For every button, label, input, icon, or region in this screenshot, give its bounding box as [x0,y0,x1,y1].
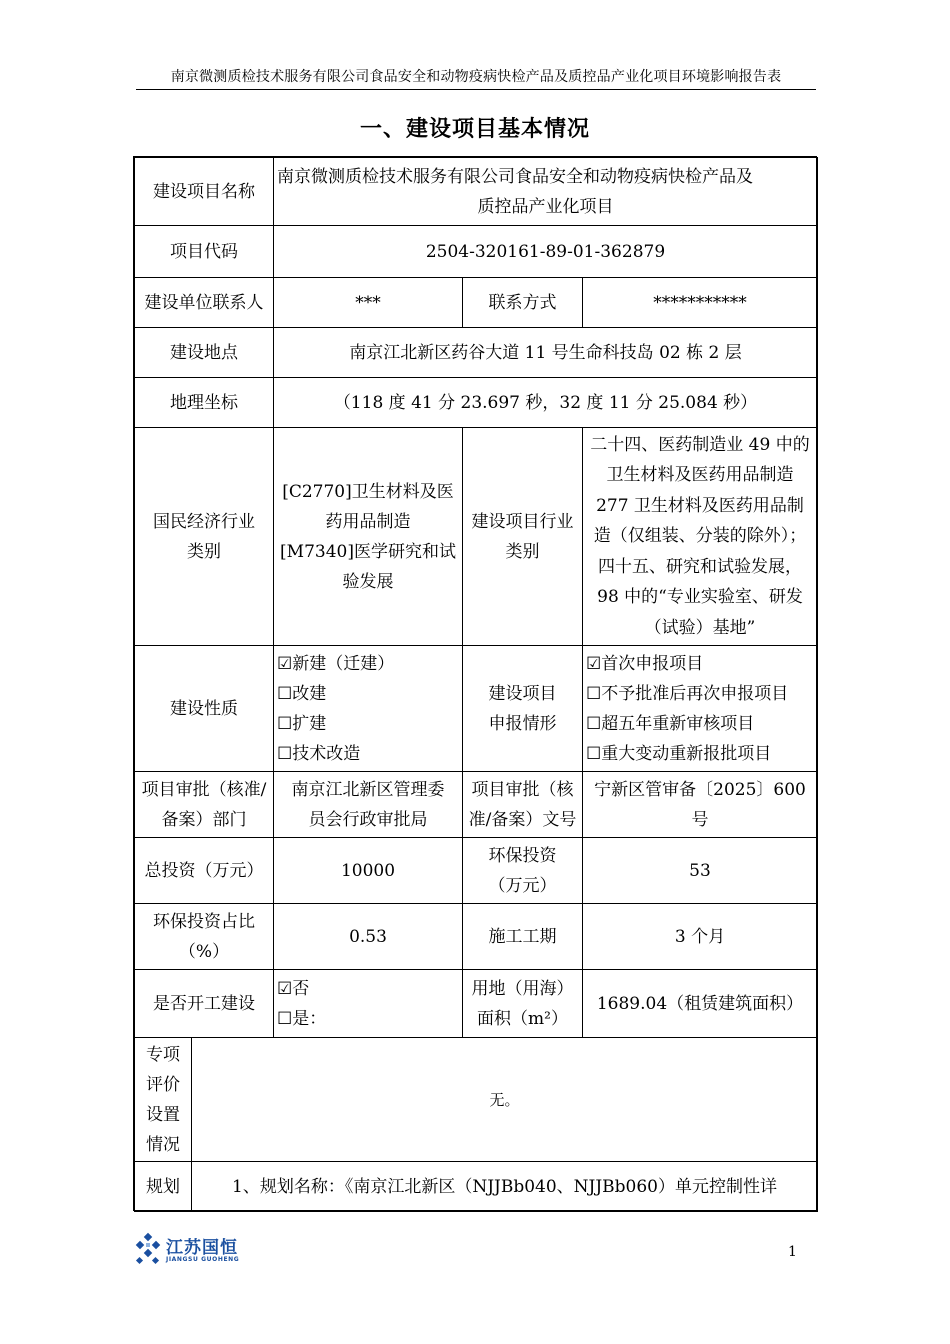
construction-period-value: 3 个月 [582,903,818,970]
ratio-label: 环保投资占比 （%） [134,903,274,970]
project-name-value: 南京微测质检技术服务有限公司食品安全和动物疫病快检产品及 质控品产业化项目 [273,157,818,226]
nature-label: 建设性质 [134,645,274,772]
coords-value: （118 度 41 分 23.697 秒，32 度 11 分 25.084 秒） [273,377,818,428]
started-options [273,969,463,1038]
approval-doc-value: 宁新区管审备〔2025〕600 号 [582,771,818,838]
project-industry-label: 建设项目行业 类别 [462,427,583,646]
declare-option-five-years: ☐超五年重新审核项目 [586,713,755,734]
ratio-value: 0.53 [273,903,463,970]
contact-method-label: 联系方式 [462,277,583,328]
env-investment-value: 53 [582,837,818,904]
declare-options [582,645,818,772]
location-label: 建设地点 [134,327,274,378]
started-option-yes: ☐是： [277,1008,327,1029]
nature-option-expand: ☐扩建 [277,713,327,734]
land-area-label: 用地（用海） 面积（m²） [462,969,583,1038]
industry-value: [C2770]卫生材料及医 药用品制造 [M7340]医学研究和试 验发展 [273,427,463,646]
nature-option-new: ☑新建（迁建） [277,653,395,674]
project-name-label: 建设项目名称 [134,157,274,226]
contact-method-value: *********** [582,277,818,328]
started-option-no: ☑否 [277,978,310,999]
contact-value: *** [273,277,463,328]
location-value: 南京江北新区药谷大道 11 号生命科技岛 02 栋 2 层 [273,327,818,378]
approval-doc-label: 项目审批（核 准/备案）文号 [462,771,583,838]
planning-label: 规划 [134,1161,192,1212]
declare-label: 建设项目 申报情形 [462,645,583,772]
coords-label: 地理坐标 [134,377,274,428]
approval-dept-label: 项目审批（核准/ 备案）部门 [134,771,274,838]
contact-label: 建设单位联系人 [134,277,274,328]
nature-options [273,645,463,772]
page-number: 1 [788,1244,797,1260]
approval-dept-value: 南京江北新区管理委 员会行政审批局 [273,771,463,838]
declare-option-first: ☑首次申报项目 [586,653,704,674]
industry-label: 国民经济行业 类别 [134,427,274,646]
section-title: 一、建设项目基本情况 [359,116,590,142]
started-label: 是否开工建设 [134,969,274,1038]
investment-value: 10000 [273,837,463,904]
project-code-label: 项目代码 [134,225,274,278]
investment-label: 总投资（万元） [134,837,274,904]
header-rule [136,89,816,90]
declare-option-major-change: ☐重大变动重新报批项目 [586,743,772,764]
nature-option-tech: ☐技术改造 [277,743,361,764]
logo-text: 江苏国恒 [166,1238,238,1258]
project-info-table [133,156,817,1211]
page-header: 南京微测质检技术服务有限公司食品安全和动物疫病快检产品及质控品产业化项目环境影响报告表 [170,69,782,85]
nature-option-rebuild: ☐改建 [277,683,327,704]
land-area-value: 1689.04（租赁建筑面积） [582,969,818,1038]
logo-subtext: JIANGSU GUOHENG [166,1256,240,1263]
special-eval-value: 无。 [191,1037,818,1162]
construction-period-label: 施工工期 [462,903,583,970]
planning-value: 1、规划名称：《南京江北新区（NJJBb040、NJJBb060）单元控制性详 [191,1161,818,1212]
env-investment-label: 环保投资 （万元） [462,837,583,904]
declare-option-resubmit: ☐不予批准后再次申报项目 [586,683,789,704]
project-industry-value: 二十四、医药制造业 49 中的 卫生材料及医药用品制造 277 卫生材料及医药用品制 造（仅组装、分装的除外）； 四十五、研究和试验发展， 98 中的“专业实验室、研发 （试验）基地” [582,427,818,646]
special-eval-label: 专项 评价 设置 情况 [134,1037,192,1162]
project-code-value: 2504-320161-89-01-362879 [273,225,818,278]
